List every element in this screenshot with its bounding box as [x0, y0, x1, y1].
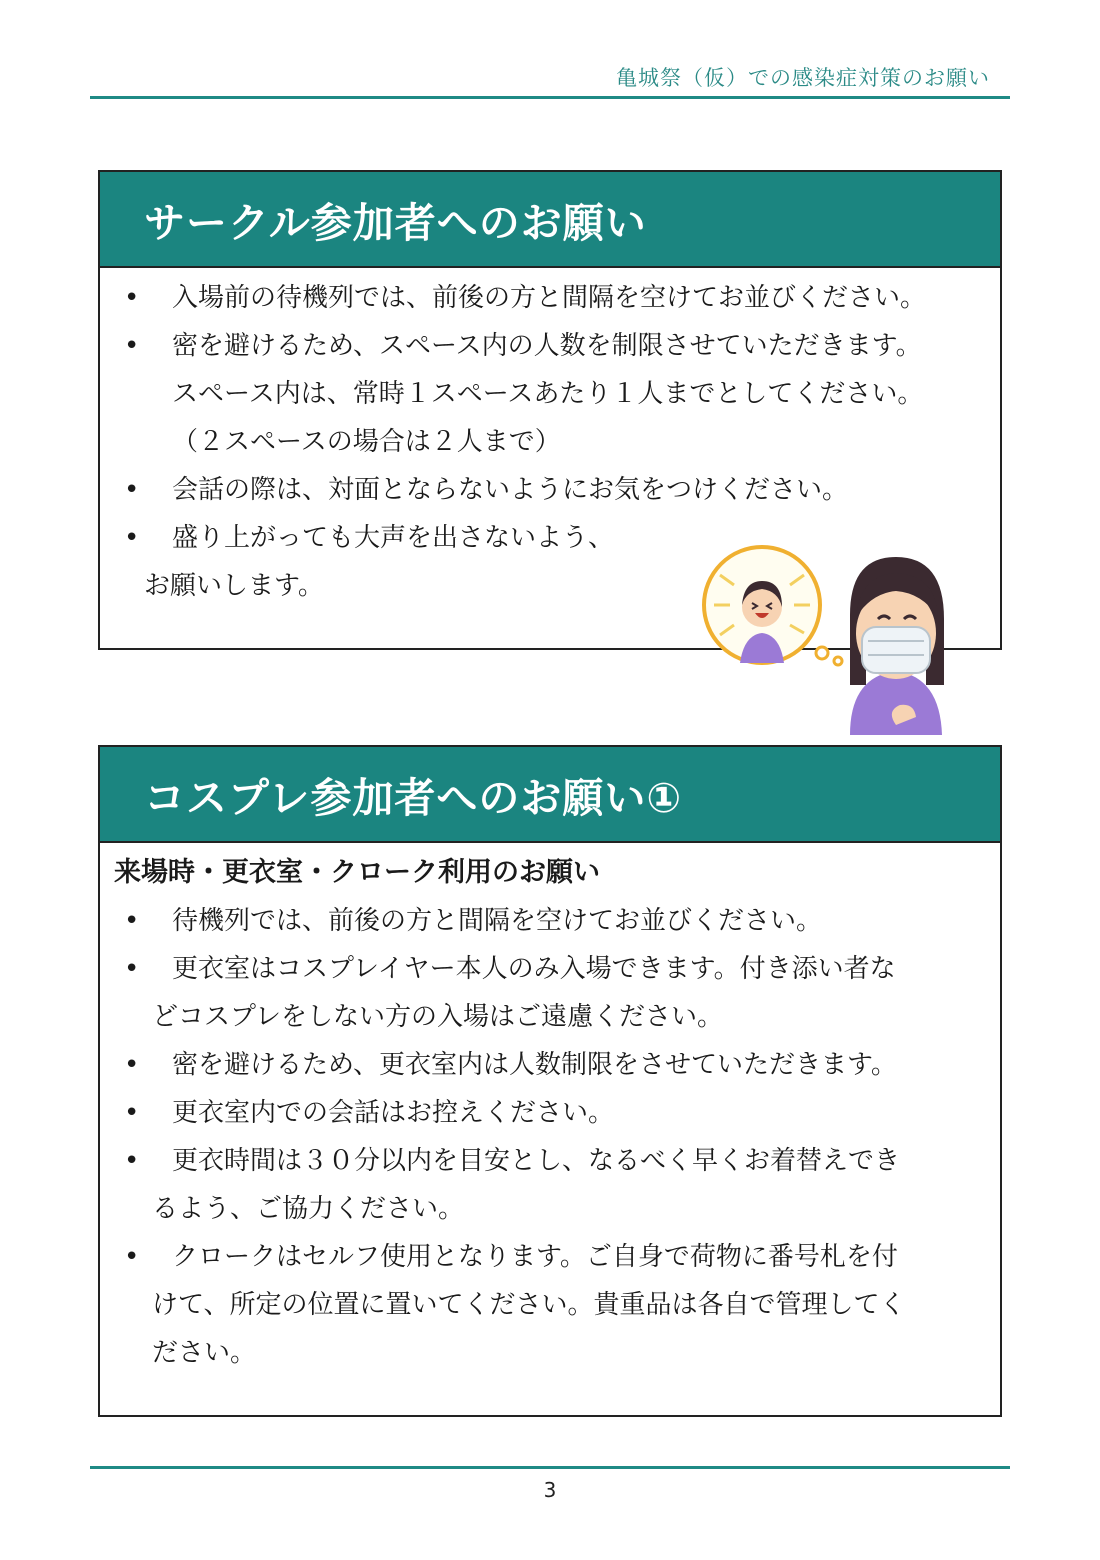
item-line: るよう、ご協力ください。 [152, 1194, 465, 1224]
cosplay-participants-box [98, 745, 1002, 1417]
list-item [124, 945, 980, 1041]
item-line: 盛り上がっても大声を出さないよう、 [172, 523, 615, 553]
bullet-icon: • [124, 906, 140, 936]
bullet-icon: • [124, 1146, 140, 1176]
bullet-icon: • [124, 523, 140, 553]
masked-person-icon [850, 557, 944, 735]
bullet-icon: • [124, 1242, 140, 1272]
item-line: クロークはセルフ使用となります。ご自身で荷物に番号札を付 [172, 1242, 898, 1272]
list-item [124, 1041, 980, 1089]
list-item [124, 322, 980, 466]
list-item [124, 1137, 980, 1233]
list-item [124, 466, 980, 514]
page-number: 3 [543, 1478, 557, 1502]
item-line: どコスプレをしない方の入場はご遠慮ください。 [152, 1002, 723, 1032]
item-line: 待機列では、前後の方と間隔を空けてお並びください。 [172, 906, 823, 936]
section-body [100, 849, 1000, 1377]
bullet-icon: • [124, 954, 140, 984]
section-heading: サークル参加者へのお願い [144, 198, 647, 247]
bullet-icon: • [124, 1050, 140, 1080]
item-line: スペース内は、常時１スペースあたり１人までとしてください。 [172, 379, 924, 409]
bullet-icon: • [124, 331, 140, 361]
section-heading: コスプレ参加者へのお願い① [144, 773, 683, 822]
header-rule [90, 96, 1010, 99]
list-item [124, 1089, 980, 1137]
item-line: 会話の際は、対面とならないようにお気をつけください。 [172, 475, 849, 505]
item-line: けて、所定の位置に置いてください。貴重品は各自で管理してく [152, 1290, 906, 1320]
footer-rule [90, 1466, 1010, 1469]
item-line: 更衣時間は３０分以内を目安とし、なるべく早くお着替えでき [172, 1146, 901, 1176]
header-title: 亀城祭（仮）での感染症対策のお願い [616, 66, 990, 90]
item-line: ださい。 [152, 1338, 257, 1368]
thought-bubble-icon [704, 547, 842, 665]
masked-person-illustration [700, 545, 950, 735]
list-item [124, 1233, 980, 1377]
notice-list [124, 897, 980, 1377]
bullet-icon: • [124, 475, 140, 505]
list-item [124, 274, 980, 322]
bullet-icon: • [124, 283, 140, 313]
item-line: 密を避けるため、スペース内の人数を制限させていただきます。 [172, 331, 922, 361]
item-line: 密を避けるため、更衣室内は人数制限をさせていただきます。 [172, 1050, 897, 1080]
item-line: お願いします。 [144, 571, 324, 601]
section-heading-bar [100, 172, 1000, 268]
item-line: 更衣室はコスプレイヤー本人のみ入場できます。付き添い者な [172, 954, 896, 984]
item-line: 入場前の待機列では、前後の方と間隔を空けてお並びください。 [172, 283, 927, 313]
bullet-icon: • [124, 1098, 140, 1128]
item-line: （２スペースの場合は２人まで） [172, 427, 561, 457]
item-line: 更衣室内での会話はお控えください。 [172, 1098, 615, 1128]
section-heading-bar [100, 747, 1000, 843]
list-item [124, 897, 980, 945]
section-subheading: 来場時・更衣室・クローク利用のお願い [114, 857, 600, 888]
